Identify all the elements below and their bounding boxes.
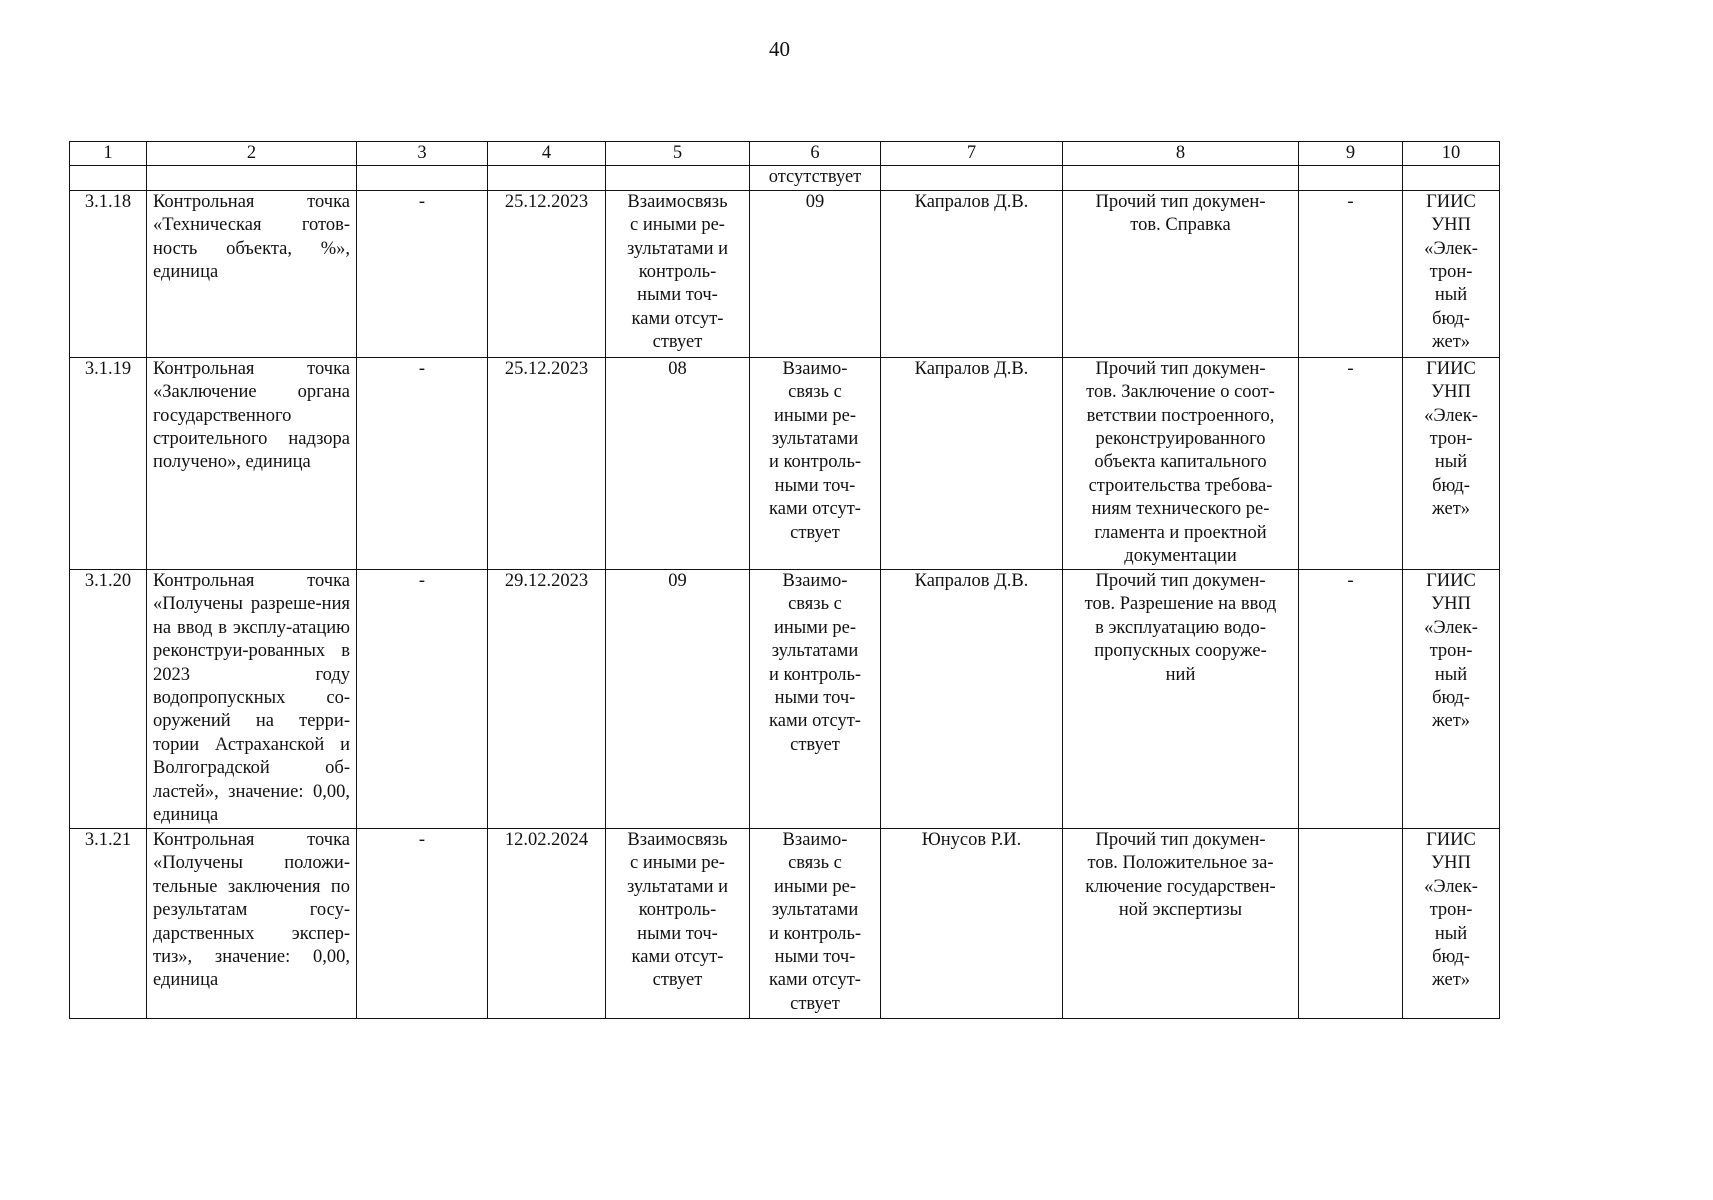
cont-cell-6: отсутствует (750, 166, 881, 190)
document-type: Прочий тип докумен- тов. Положительное за- ключение государствен- ной экспертизы (1085, 829, 1276, 921)
information-system: ГИИС УНП «Элек- трон- ный бюд- жет» (1424, 829, 1478, 991)
control-point-name: Контрольная точка «Получены положи-тельные заключения по результатам госу-дарственных экспер-тиз», значение: 0,00, единица (153, 829, 350, 991)
header-col-3: 3 (357, 142, 488, 166)
control-point-name: Контрольная точка «Заключение органа государственного строительного надзора получено», единица (153, 358, 350, 473)
cont-cell-3 (357, 166, 488, 190)
control-point-name: Контрольная точка «Техническая готов-ность объекта, %», единица (153, 191, 350, 283)
header-col-5: 5 (606, 142, 750, 166)
cont-cell-1 (70, 166, 147, 190)
col3-value: - (418, 358, 426, 379)
row-number: 3.1.19 (84, 358, 132, 379)
document-type: Прочий тип докумен- тов. Разрешение на ввод в эксплуатацию водо- пропускных сооруже- ний (1084, 570, 1277, 685)
control-points-table (69, 141, 1500, 1019)
information-system: ГИИС УНП «Элек- трон- ный бюд- жет» (1424, 191, 1478, 353)
cont-cell-9 (1299, 166, 1403, 190)
cont-cell-2 (147, 166, 357, 190)
date-value: 12.02.2024 (504, 829, 589, 850)
col9-value: - (1347, 358, 1354, 379)
col3-value: - (418, 191, 426, 212)
header-col-1: 1 (70, 142, 147, 166)
date-value: 25.12.2023 (504, 191, 589, 212)
col6-value: Взаимо- связь с иными ре- зультатами и контроль- ными точ- ками отсут- ствует (768, 570, 862, 755)
col6-value: 09 (805, 191, 825, 212)
row-number: 3.1.18 (84, 191, 132, 212)
document-type: Прочий тип докумен- тов. Справка (1095, 191, 1266, 236)
responsible-person: Капралов Д.В. (914, 191, 1029, 212)
header-col-8: 8 (1063, 142, 1299, 166)
header-col-6: 6 (750, 142, 881, 166)
table-row (70, 190, 1500, 357)
col3-value: - (418, 570, 426, 591)
header-col-10: 10 (1403, 142, 1500, 166)
cont-cell-5 (606, 166, 750, 190)
cont-cell-4 (488, 166, 606, 190)
header-col-9: 9 (1299, 142, 1403, 166)
header-col-7: 7 (881, 142, 1063, 166)
information-system: ГИИС УНП «Элек- трон- ный бюд- жет» (1424, 358, 1478, 520)
control-point-name: Контрольная точка «Получены разреше-ния на ввод в эксплу-атацию реконструи-рованных в 2023 году водопропускных со-оружений на терри-тории Астраханской и Волгоградской об-ластей», значение: 0,00, единица (153, 570, 350, 825)
table-row (70, 357, 1500, 569)
responsible-person: Юнусов Р.И. (921, 829, 1022, 850)
row-number: 3.1.20 (84, 570, 132, 591)
header-row (70, 142, 1500, 166)
col9-value: - (1347, 570, 1354, 591)
responsible-person: Капралов Д.В. (914, 358, 1029, 379)
col3-value: - (418, 829, 426, 850)
cont-cell-7 (881, 166, 1063, 190)
col5-value: 09 (668, 570, 687, 591)
col6-value: Взаимо- связь с иными ре- зультатами и контроль- ными точ- ками отсут- ствует (768, 358, 862, 543)
cont-cell-8 (1063, 166, 1299, 190)
cont-cell-10 (1403, 166, 1500, 190)
document-type: Прочий тип докумен- тов. Заключение о соот- ветствии построенного, реконструированного объекта капитального строительства требова- ниям технического ре- гламента и проектной документации (1086, 358, 1275, 567)
continuation-row (70, 166, 1500, 190)
page-number: 40 (769, 37, 790, 61)
information-system: ГИИС УНП «Элек- трон- ный бюд- жет» (1424, 570, 1478, 732)
col9-value: - (1347, 191, 1354, 212)
date-value: 29.12.2023 (504, 570, 589, 591)
date-value: 25.12.2023 (504, 358, 589, 379)
responsible-person: Капралов Д.В. (914, 570, 1029, 591)
table-row (70, 828, 1500, 1018)
col6-value: Взаимо- связь с иными ре- зультатами и контроль- ными точ- ками отсут- ствует (768, 829, 862, 1014)
col5-value: Взаимосвязь с иными ре- зультатами и контроль- ными точ- ками отсут- ствует (626, 829, 729, 991)
header-col-2: 2 (147, 142, 357, 166)
col5-value: 08 (668, 358, 687, 379)
row-number: 3.1.21 (84, 829, 132, 850)
header-col-4: 4 (488, 142, 606, 166)
table-row (70, 569, 1500, 828)
col5-value: Взаимосвязь с иными ре- зультатами и контроль- ными точ- ками отсут- ствует (626, 191, 729, 353)
